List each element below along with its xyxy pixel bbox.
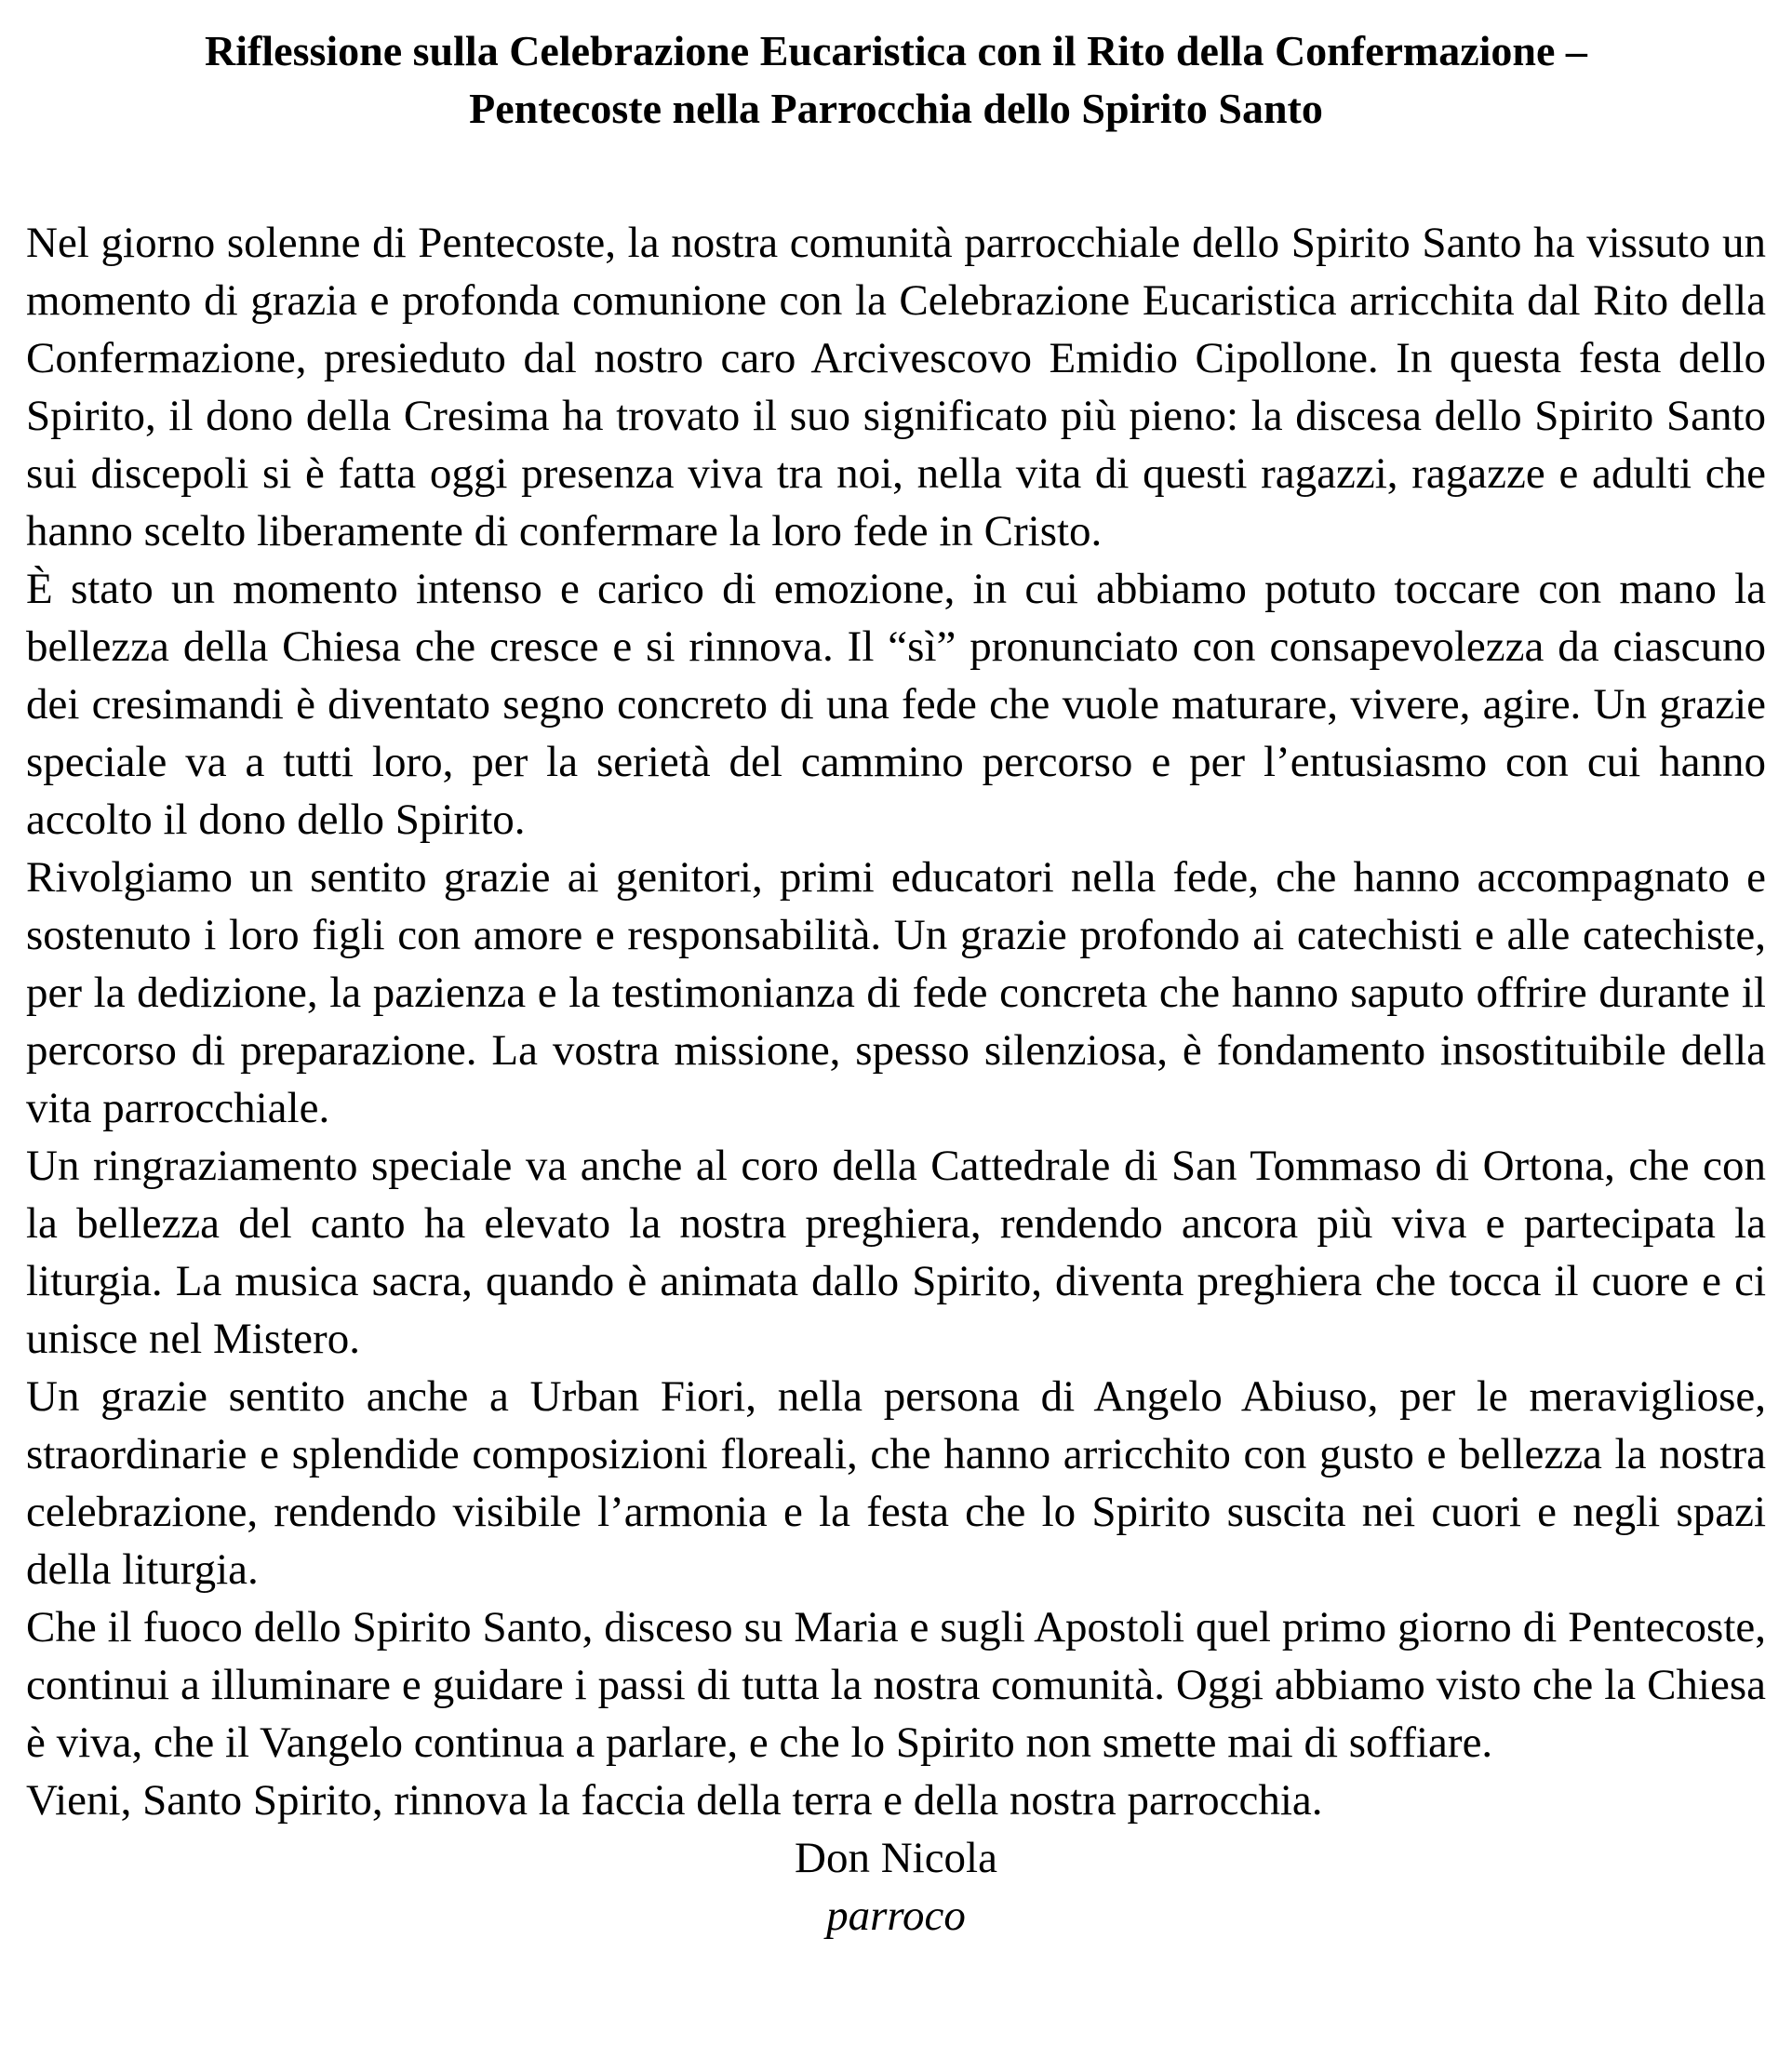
paragraph-5: Un grazie sentito anche a Urban Fiori, nella persona di Angelo Abiuso, per le meravigliose, straordinarie e splendide composizioni floreali, che hanno arricchito con gusto e bellezza la nostra celebrazione, rendendo visibile l’armonia e la festa che lo Spirito suscita nei cuori e negli spazi della liturgia. [26, 1372, 1766, 1594]
paragraph-1: Nel giorno solenne di Pentecoste, la nostra comunità parrocchiale dello Spirito Santo ha vissuto un momento di grazia e profonda comunione con la Celebrazione Eucaristica arricchita dal Rito della Confermazione, presieduto dal nostro caro Arcivescovo Emidio Cipollone. In questa festa dello Spirito, il dono della Cresima ha trovato il suo significato più pieno: la discesa dello Spirito Santo sui discepoli si è fatta oggi presenza viva tra noi, nella vita di questi ragazzi, ragazze e adulti che hanno scelto liberamente di confermare la loro fede in Cristo. [26, 219, 1766, 555]
paragraph-6: Che il fuoco dello Spirito Santo, disceso su Maria e sugli Apostoli quel primo giorno di Pentecoste, continui a illuminare e guidare i passi di tutta la nostra comunità. Oggi abbiamo visto che la Chiesa è viva, che il Vangelo continua a parlare, e che lo Spirito non smette mai di soffiare. [26, 1603, 1766, 1767]
document-body [26, 214, 1766, 1829]
document-title [26, 22, 1766, 138]
signature-name: Don Nicola [795, 1834, 997, 1882]
document-page [26, 22, 1766, 1945]
paragraph-4: Un ringraziamento speciale va anche al coro della Cattedrale di San Tommaso di Ortona, che con la bellezza del canto ha elevato la nostra preghiera, rendendo ancora più viva e partecipata la liturgia. La musica sacra, quando è animata dallo Spirito, diventa preghiera che tocca il cuore e ci unisce nel Mistero. [26, 1142, 1766, 1363]
signature-role: parroco [826, 1892, 966, 1940]
paragraph-7: Vieni, Santo Spirito, rinnova la faccia della terra e della nostra parrocchia. [26, 1776, 1323, 1825]
title-line-1: Riflessione sulla Celebrazione Eucaristica con il Rito della Confermazione – [205, 27, 1587, 74]
paragraph-3: Rivolgiamo un sentito grazie ai genitori, primi educatori nella fede, che hanno accompagnato e sostenuto i loro figli con amore e responsabilità. Un grazie profondo ai catechisti e alle catechiste, per la dedizione, la pazienza e la testimonianza di fede concreta che hanno saputo offrire durante il percorso di preparazione. La vostra missione, spesso silenziosa, è fondamento insostituibile della vita parrocchiale. [26, 853, 1766, 1132]
title-line-2: Pentecoste nella Parrocchia dello Spirito Santo [469, 85, 1323, 132]
paragraph-2: È stato un momento intenso e carico di emozione, in cui abbiamo potuto toccare con mano la bellezza della Chiesa che cresce e si rinnova. Il “sì” pronunciato con consapevolezza da ciascuno dei cresimandi è diventato segno concreto di una fede che vuole maturare, vivere, agire. Un grazie speciale va a tutti loro, per la serietà del cammino percorso e per l’entusiasmo con cui hanno accolto il dono dello Spirito. [26, 565, 1766, 844]
